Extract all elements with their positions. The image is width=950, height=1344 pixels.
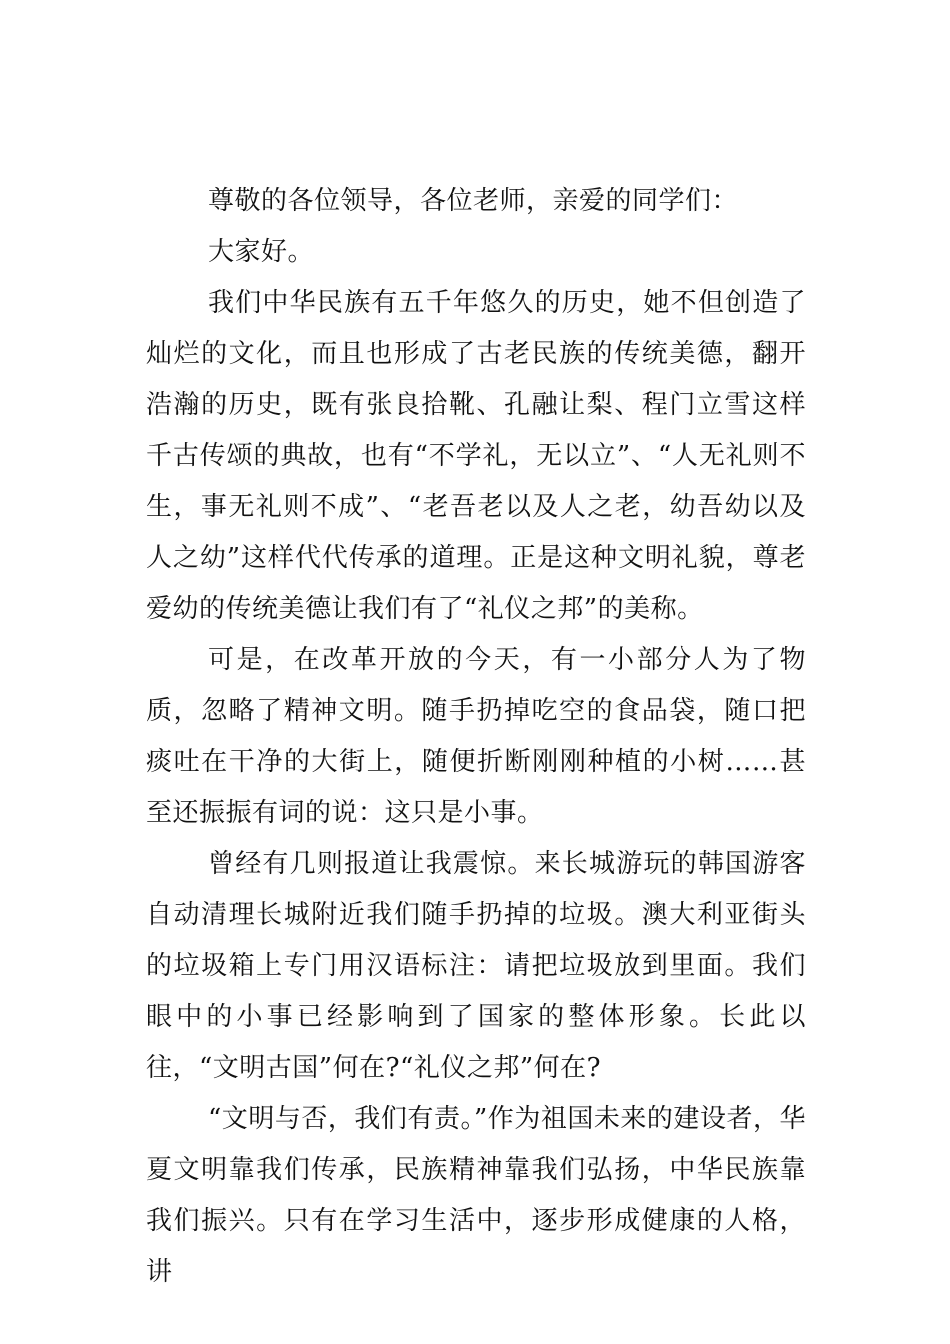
body-paragraph-responsibility: “文明与否，我们有责。”作为祖国未来的建设者，华夏文明靠我们传承，民族精神靠我们弘扬，中华民族靠我们振兴。只有在学习生活中，逐步形成健康的人格，讲: [146, 1104, 806, 1287]
body-paragraph-reports: 曾经有几则报道让我震惊。来长城游玩的韩国游客自动清理长城附近我们随手扔掉的垃圾。澳大利亚街头的垃圾箱上专门用汉语标注：请把垃圾放到里面。我们眼中的小事已经影响到了国家的整体形象。长此以往，“文明古国”何在?“礼仪之邦”何在?: [146, 849, 806, 1083]
salutation-paragraph: 尊敬的各位领导，各位老师，亲爱的同学们：: [208, 186, 739, 216]
document-body: [146, 176, 806, 1298]
body-paragraph-history: 我们中华民族有五千年悠久的历史，她不但创造了灿烂的文化，而且也形成了古老民族的传统美德，翻开浩瀚的历史，既有张良拾靴、孔融让梨、程门立雪这样千古传颂的典故，也有“不学礼，无以立”、“人无礼则不生，事无礼则不成”、“老吾老以及人之老，幼吾幼以及人之幼”这样代代传承的道理。正是这种文明礼貌，尊老爱幼的传统美德让我们有了“礼仪之邦”的美称。: [146, 288, 806, 624]
body-paragraph-problem: 可是，在改革开放的今天，有一小部分人为了物质，忽略了精神文明。随手扔掉吃空的食品袋，随口把痰吐在干净的大街上，随便折断刚刚种植的小树……甚至还振振有词的说：这只是小事。: [146, 645, 806, 828]
greeting-paragraph: 大家好。: [208, 237, 315, 267]
